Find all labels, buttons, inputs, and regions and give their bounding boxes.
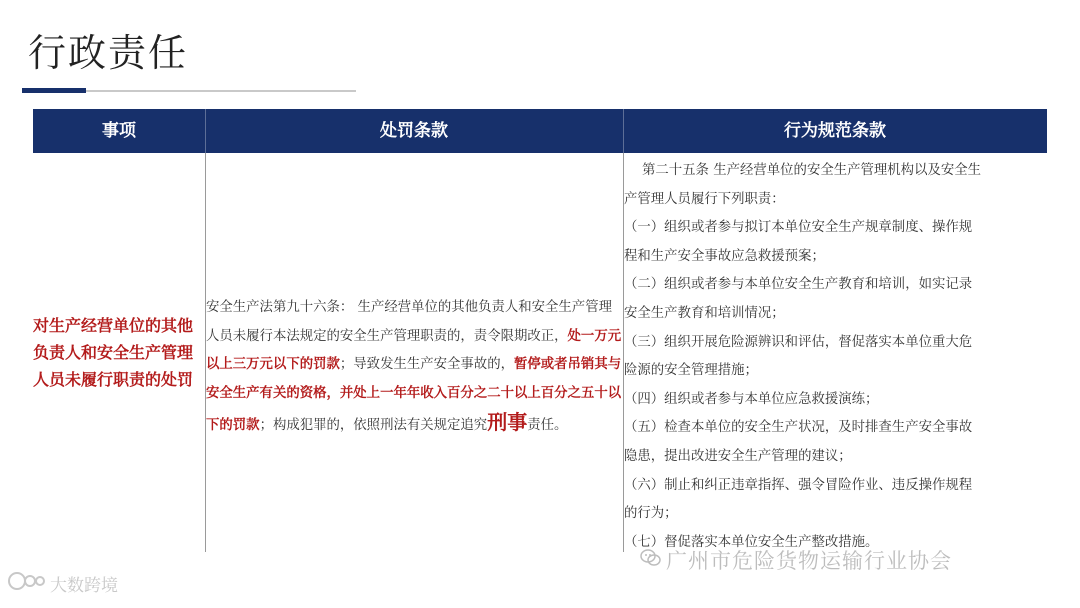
title-underline-accent bbox=[22, 88, 86, 93]
logo-icon bbox=[6, 570, 46, 597]
penalty-highlight: 处一万元以上三万元以下的罚款 bbox=[206, 328, 622, 373]
norm-line: （三）组织开展危险源辨识和评估，督促落实本单位重大危 bbox=[624, 334, 973, 350]
norm-line: （七）督促落实本单位安全生产整改措施。 bbox=[624, 534, 879, 550]
penalty-text-part: 责任。 bbox=[527, 418, 568, 434]
penalty-text-part: 安全生产法第九十六条： 生产经营单位的其他负责人和安全生产管理人员未履行本法规定的安全生产管理职责的，责令限期改正， bbox=[206, 300, 612, 344]
norm-line: 产管理人员履行下列职责： bbox=[624, 191, 785, 207]
norm-line: 程和生产安全事故应急救援预案； bbox=[624, 248, 825, 264]
penalty-text bbox=[205, 294, 622, 441]
penalty-emphasis: 刑事 bbox=[487, 410, 528, 435]
norm-text bbox=[624, 153, 1047, 552]
watermark-association bbox=[640, 545, 952, 575]
penalty-text-part: ；导致发生生产安全事故的， bbox=[339, 357, 514, 373]
watermark-association-text: 广州市危险货物运输行业协会 bbox=[666, 549, 952, 573]
header-norm: 行为规范条款 bbox=[784, 121, 886, 141]
norm-line: （五）检查本单位的安全生产状况，及时排查生产安全事故 bbox=[624, 420, 973, 436]
header-item: 事项 bbox=[102, 121, 136, 141]
norm-line: 安全生产教育和培训情况； bbox=[624, 305, 785, 321]
norm-line: （一）组织或者参与拟订本单位安全生产规章制度、操作规 bbox=[624, 220, 973, 236]
norm-cell bbox=[624, 153, 1047, 552]
penalty-cell bbox=[205, 153, 623, 552]
norm-line: 第二十五条 生产经营单位的安全生产管理机构以及安全生 bbox=[642, 163, 982, 178]
item-text: 对生产经营单位的其他负责人和安全生产管理人员未履行职责的处罚 bbox=[33, 316, 194, 389]
penalty-highlight: 暂停或者吊销其与安全生产有关的资格，并处上一年年收入百分之二十以上百分之五十以下的罚款 bbox=[206, 357, 622, 434]
responsibility-table bbox=[33, 109, 1047, 552]
penalty-text-part: ；构成犯罪的，依照刑法有关规定追究 bbox=[259, 418, 488, 434]
watermark-brand bbox=[6, 570, 118, 597]
norm-line: 的行为； bbox=[624, 506, 678, 522]
wechat-icon bbox=[640, 548, 662, 573]
page-title: 行政责任 bbox=[28, 31, 189, 75]
watermark-brand-text: 大数跨境 bbox=[50, 576, 118, 596]
item-cell bbox=[33, 153, 205, 552]
norm-line: 险源的安全管理措施； bbox=[624, 363, 758, 379]
header-penalty: 处罚条款 bbox=[380, 121, 448, 141]
norm-line: 隐患，提出改进安全生产管理的建议； bbox=[624, 448, 852, 464]
norm-line: （六）制止和纠正违章指挥、强令冒险作业、违反操作规程 bbox=[624, 477, 973, 493]
table-header bbox=[33, 109, 1047, 153]
norm-line: （二）组织或者参与本单位安全生产教育和培训，如实记录 bbox=[624, 277, 973, 293]
norm-line: （四）组织或者参与本单位应急救援演练； bbox=[624, 391, 879, 407]
